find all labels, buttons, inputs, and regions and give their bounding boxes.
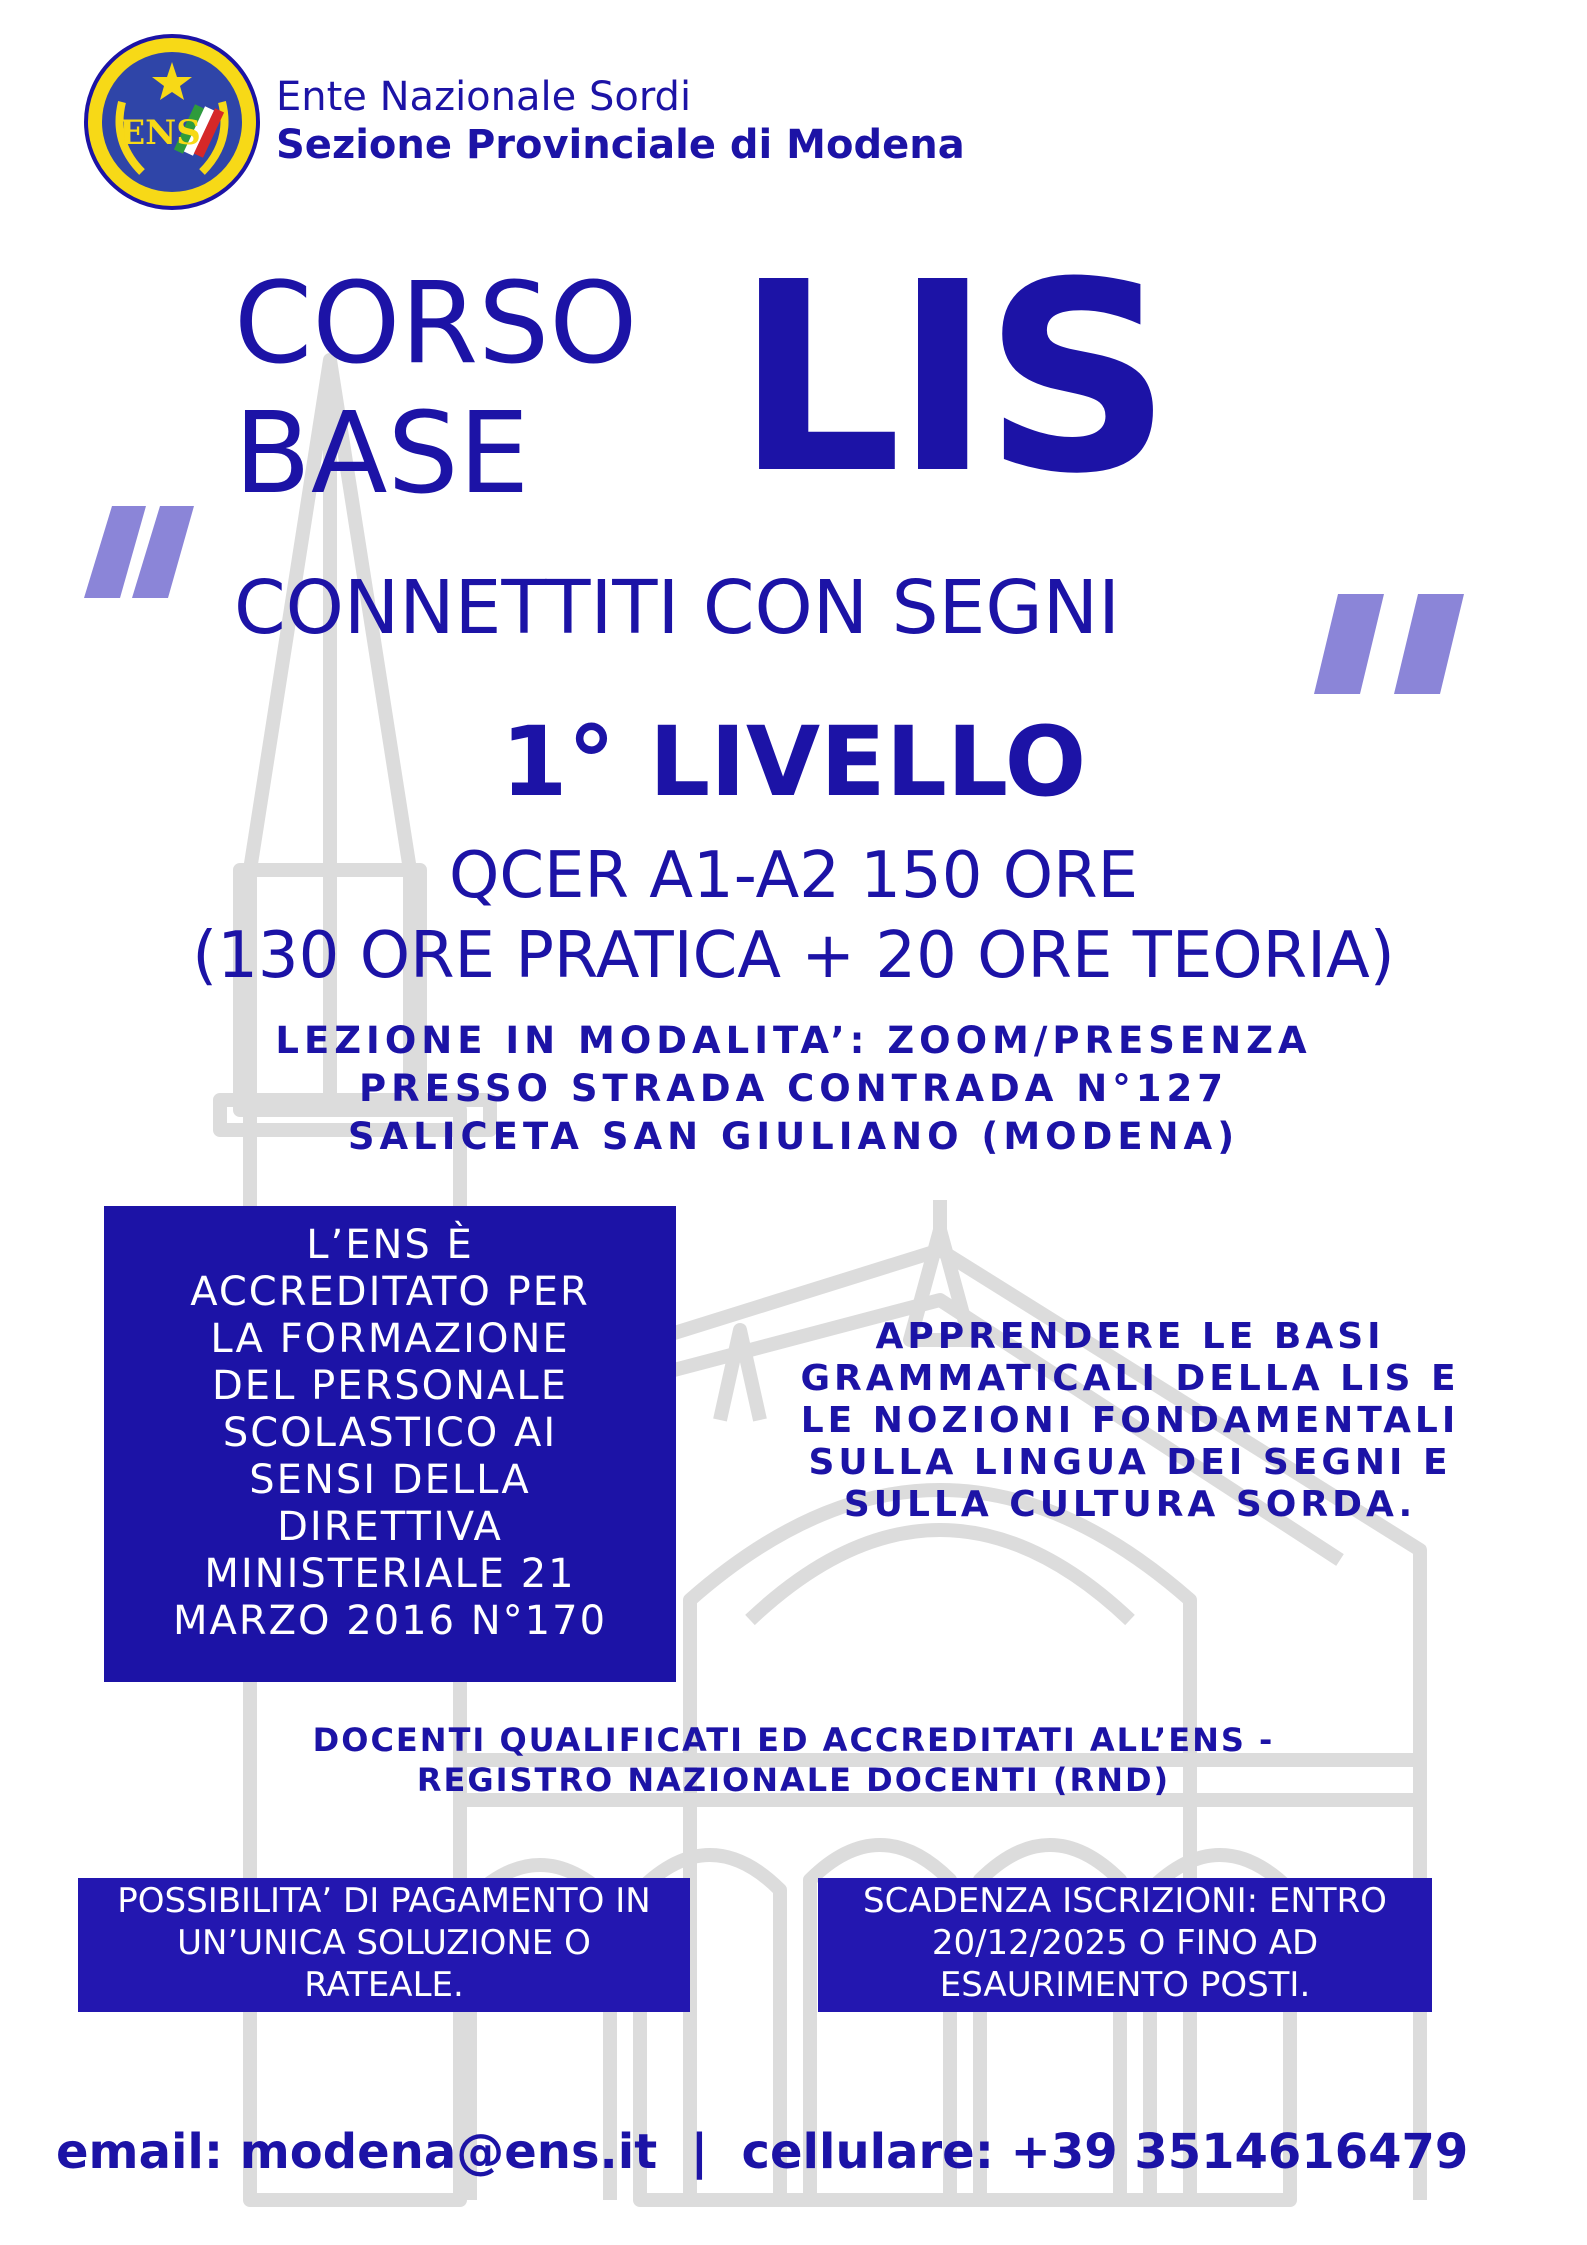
venue-city: SALICETA SAN GIULIANO (MODENA) — [347, 1115, 1240, 1158]
hours-breakdown: (130 ORE PRATICA + 20 ORE TEORIA) — [192, 919, 1395, 993]
slogan: CONNETTITI CON SEGNI — [234, 565, 1120, 651]
contact-line: email: modena@ens.it | cellulare: +39 3514616479 — [56, 2124, 1469, 2180]
course-level: 1° LIVELLO — [500, 706, 1087, 818]
svg-text:ENS: ENS — [119, 113, 201, 153]
course-goal: APPRENDERE LE BASI GRAMMATICALI DELLA LIS E LE NOZIONI FONDAMENTALI SULLA LINGUA DEI SEGNI E SULLA CULTURA SORDA. — [800, 1316, 1460, 1525]
close-quote-icon — [1314, 594, 1464, 694]
venue-address: PRESSO STRADA CONTRADA N°127 — [359, 1067, 1228, 1110]
org-name: Ente Nazionale Sordi — [276, 74, 692, 120]
payment-text: POSSIBILITA’ DI PAGAMENTO IN UN’UNICA SOLUZIONE O RATEALE. — [117, 1881, 651, 2005]
ens-emblem-icon — [82, 32, 262, 212]
lesson-mode: LEZIONE IN MODALITA’: ZOOM/PRESENZA — [275, 1019, 1312, 1062]
qcer-hours: QCER A1-A2 150 ORE — [448, 839, 1139, 913]
accreditation-text: L’ENS È ACCREDITATO PER LA FORMAZIONE DEL PERSONALE SCOLASTICO AI SENSI DELLA DIRETTIVA MINISTERIALE 21 MARZO 2016 N°170 — [172, 1222, 608, 1644]
org-section: Sezione Provinciale di Modena — [276, 122, 965, 168]
title-base: BASE — [234, 389, 530, 519]
deadline-text: SCADENZA ISCRIZIONI: ENTRO 20/12/2025 O FINO AD ESAURIMENTO POSTI. — [863, 1881, 1387, 2005]
title-lis: LIS — [735, 226, 1165, 531]
teachers-info: DOCENTI QUALIFICATI ED ACCREDITATI ALL’ENS - REGISTRO NAZIONALE DOCENTI (RND) — [312, 1721, 1275, 1799]
open-quote-icon — [84, 506, 194, 598]
title-corso: CORSO — [234, 259, 638, 389]
